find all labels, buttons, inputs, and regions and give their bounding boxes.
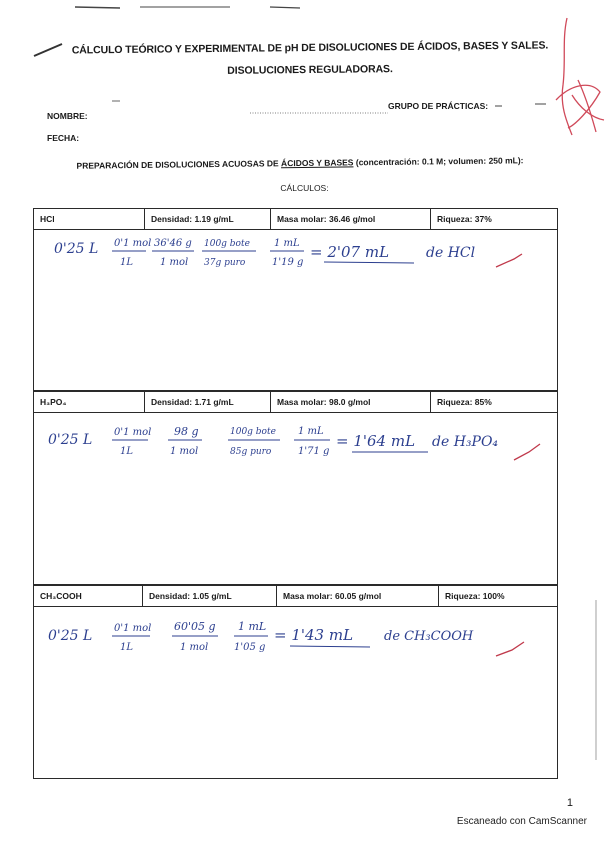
density-cell: Densidad: 1.19 g/mL bbox=[144, 209, 270, 229]
hw-f1-den: 1L bbox=[120, 642, 134, 653]
ch3cooh-table bbox=[33, 585, 558, 779]
compound-cell: H₃PO₄ bbox=[40, 397, 67, 407]
hw-f3-den: 37g puro bbox=[204, 258, 246, 268]
hw-tail: de HCl bbox=[426, 245, 476, 261]
top-scan-line-3 bbox=[270, 7, 300, 8]
purity-cell: Riqueza: 100% bbox=[438, 586, 559, 606]
hw-f4-den: 1'19 g bbox=[272, 257, 304, 268]
h3po4-table bbox=[33, 391, 558, 585]
hw-f2-num: 60'05 g bbox=[174, 620, 216, 633]
hw-f2-den: 1 mol bbox=[160, 257, 189, 268]
hw-tail: de H₃PO₄ bbox=[432, 434, 499, 450]
hw-result: = 2'07 mL bbox=[310, 243, 390, 261]
molar-mass-cell: Masa molar: 36.46 g/mol bbox=[270, 209, 430, 229]
hw-start: 0'25 L bbox=[48, 628, 93, 644]
hw-f4-num: 1 mL bbox=[298, 426, 324, 437]
page-number: 1 bbox=[566, 797, 573, 809]
document-title: CÁLCULO TEÓRICO Y EXPERIMENTAL DE pH DE DISOLUCIONES DE ÁCIDOS, BASES Y SALES. bbox=[71, 39, 549, 57]
check-mark-icon bbox=[496, 642, 524, 656]
check-mark-icon bbox=[496, 254, 522, 267]
table-header bbox=[34, 586, 557, 607]
top-scan-line bbox=[75, 7, 120, 8]
hw-f1-num: 0'1 mol bbox=[114, 427, 152, 438]
result-underline bbox=[290, 646, 370, 647]
calculations-label: CÁLCULOS: bbox=[280, 183, 329, 193]
hw-f4-num: 1 mL bbox=[274, 238, 300, 249]
scanner-watermark: Escaneado con CamScanner bbox=[456, 816, 587, 827]
section-suffix: (concentración: 0.1 M; volumen: 250 mL): bbox=[355, 155, 524, 168]
hw-start: 0'25 L bbox=[48, 432, 93, 448]
hw-f2-num: 98 g bbox=[174, 425, 199, 438]
handwritten-calculation bbox=[34, 412, 559, 472]
compound-cell: CH₃COOH bbox=[40, 591, 82, 601]
hcl-table bbox=[33, 208, 558, 391]
density-cell: Densidad: 1.71 g/mL bbox=[144, 392, 270, 412]
signature-icon bbox=[556, 18, 604, 135]
hw-f2-den: 1 mol bbox=[180, 642, 209, 653]
molar-mass-cell: Masa molar: 98.0 g/mol bbox=[270, 392, 430, 412]
document-subtitle: DISOLUCIONES REGULADORAS. bbox=[227, 63, 393, 77]
hw-f1-den: 1L bbox=[120, 446, 134, 457]
purity-cell: Riqueza: 37% bbox=[430, 209, 559, 229]
date-label: FECHA: bbox=[47, 133, 80, 143]
hw-f3-den: 85g puro bbox=[230, 447, 272, 457]
hw-tail: de CH₃COOH bbox=[384, 629, 474, 644]
hw-f2-den: 1 mol bbox=[170, 446, 199, 457]
check-mark-icon bbox=[514, 444, 540, 460]
section-underlined: ÁCIDOS Y BASES bbox=[280, 157, 354, 169]
hw-result: = 1'43 mL bbox=[274, 626, 354, 644]
hw-f3-num: 1 mL bbox=[238, 620, 267, 633]
hw-result: = 1'64 mL bbox=[336, 432, 416, 450]
hw-f3-num: 100g bote bbox=[204, 239, 250, 249]
density-cell: Densidad: 1.05 g/mL bbox=[142, 586, 276, 606]
molar-mass-cell: Masa molar: 60.05 g/mol bbox=[276, 586, 438, 606]
hw-f3-num: 100g bote bbox=[230, 427, 276, 437]
group-label: GRUPO DE PRÁCTICAS: bbox=[388, 101, 489, 111]
section-prefix: PREPARACIÓN DE DISOLUCIONES ACUOSAS DE bbox=[76, 158, 279, 171]
purity-cell: Riqueza: 85% bbox=[430, 392, 559, 412]
hw-f1-den: 1L bbox=[120, 257, 134, 268]
result-underline bbox=[324, 262, 414, 263]
hw-f4-den: 1'71 g bbox=[298, 446, 330, 457]
hw-start: 0'25 L bbox=[54, 241, 99, 257]
name-label: NOMBRE: bbox=[47, 111, 88, 121]
compound-cell: HCl bbox=[40, 214, 55, 224]
handwritten-calculation bbox=[34, 606, 559, 666]
handwritten-calculation bbox=[34, 229, 559, 289]
hw-f1-num: 0'1 mol bbox=[114, 238, 152, 249]
hw-f1-num: 0'1 mol bbox=[114, 623, 152, 634]
hw-f3-den: 1'05 g bbox=[234, 642, 266, 653]
table-header bbox=[34, 392, 557, 413]
hw-f2-num: 36'46 g bbox=[154, 238, 192, 249]
table-header bbox=[34, 209, 557, 230]
